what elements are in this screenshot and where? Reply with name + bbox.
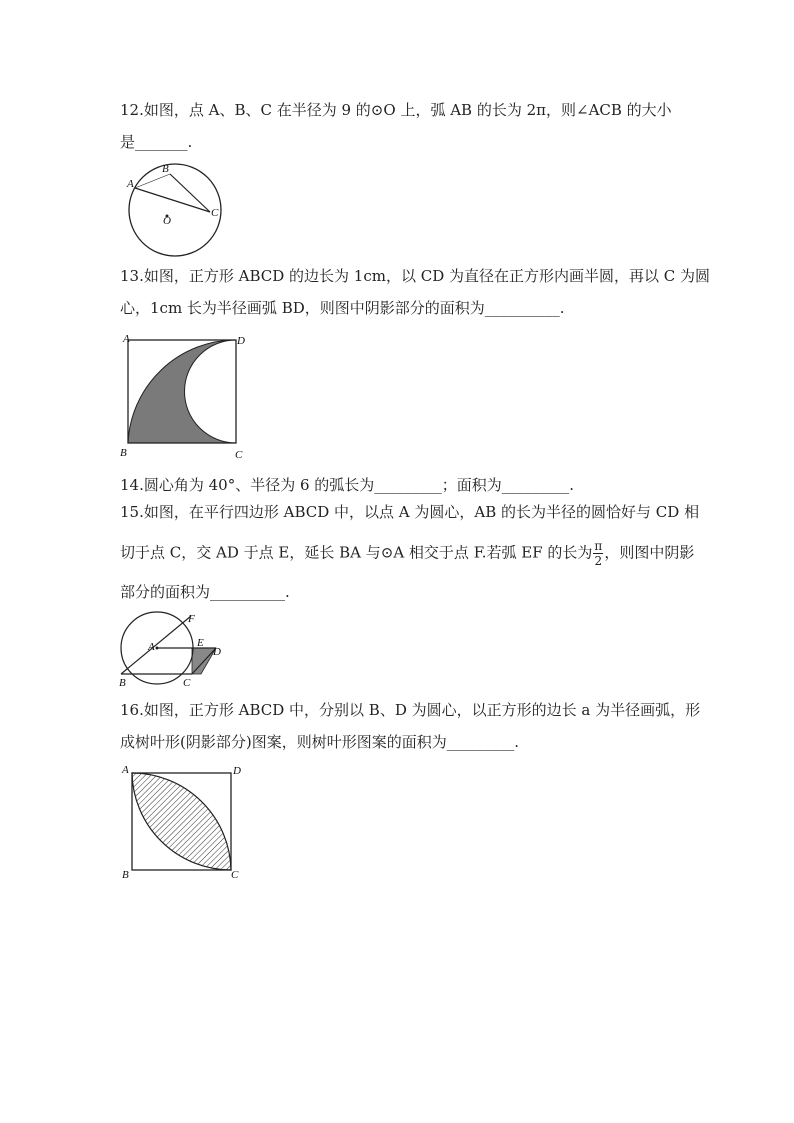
q12-circle-figure <box>115 160 235 260</box>
q16-text-line1: 16.如图，正方形 ABCD 中，分别以 B、D 为圆心，以正方形的边长 a 为半径画弧，形 <box>120 701 701 719</box>
label-b: B <box>120 447 127 459</box>
label-o: O <box>163 215 171 227</box>
label-c: C <box>231 869 239 881</box>
q16-leaf-figure <box>115 760 250 885</box>
shaded-region <box>128 340 236 443</box>
q15-line2-end: ，则图中阴影 <box>604 543 695 562</box>
q14-text-line1: 14.圆心角为 40°、半径为 6 的弧长为_________；面积为_________. <box>120 476 575 494</box>
label-a: A <box>127 178 134 190</box>
label-a: A <box>123 333 130 345</box>
label-d: D <box>237 335 245 347</box>
label-d: D <box>213 646 221 658</box>
label-c: C <box>211 207 219 219</box>
q15-text-line2 <box>120 539 694 568</box>
q15-parallelogram-figure <box>113 610 228 690</box>
q16-text-line2: 成树叶形(阴影部分)图案，则树叶形图案的面积为_________. <box>120 733 519 751</box>
fraction-denominator: 2 <box>594 554 603 568</box>
label-a: A <box>148 641 155 653</box>
q12-text-line1: 12.如图，点 A、B、C 在半径为 9 的⊙O 上，弧 AB 的长为 2π，则∠ACB 的大小 <box>120 101 672 119</box>
q13-text-line1: 13.如图，正方形 ABCD 的边长为 1cm，以 CD 为直径在正方形内画半圆，再以 C 为圆 <box>120 267 711 285</box>
fraction-numerator: π <box>594 539 603 553</box>
label-e: E <box>197 637 204 649</box>
leaf-shape <box>132 773 231 870</box>
label-c: C <box>183 677 191 689</box>
q13-square-figure <box>115 330 255 462</box>
label-d: D <box>233 765 241 777</box>
label-b: B <box>162 163 169 175</box>
q15-text-line3: 部分的面积为__________. <box>120 583 290 601</box>
q12-text-line2: 是_______. <box>120 133 193 151</box>
chord-bc <box>170 174 210 212</box>
q15-line2-start: 切于点 C，交 AD 于点 E，延长 BA 与⊙A 相交于点 F.若弧 EF 的长为 <box>120 543 593 562</box>
label-a: A <box>122 764 129 776</box>
center-dot <box>156 647 159 650</box>
q15-text-line1: 15.如图，在平行四边形 ABCD 中，以点 A 为圆心，AB 的长为半径的圆恰好与 CD 相 <box>120 503 700 521</box>
label-f: F <box>188 613 195 625</box>
q13-text-line2: 心，1cm 长为半径画弧 BD，则图中阴影部分的面积为__________. <box>120 299 565 317</box>
arc-ab-hint <box>135 174 170 188</box>
label-b: B <box>122 869 129 881</box>
label-c: C <box>235 449 243 461</box>
line-bf <box>121 616 191 674</box>
chord-ac <box>135 188 210 212</box>
q15-fraction <box>593 539 603 568</box>
label-b: B <box>119 677 126 689</box>
